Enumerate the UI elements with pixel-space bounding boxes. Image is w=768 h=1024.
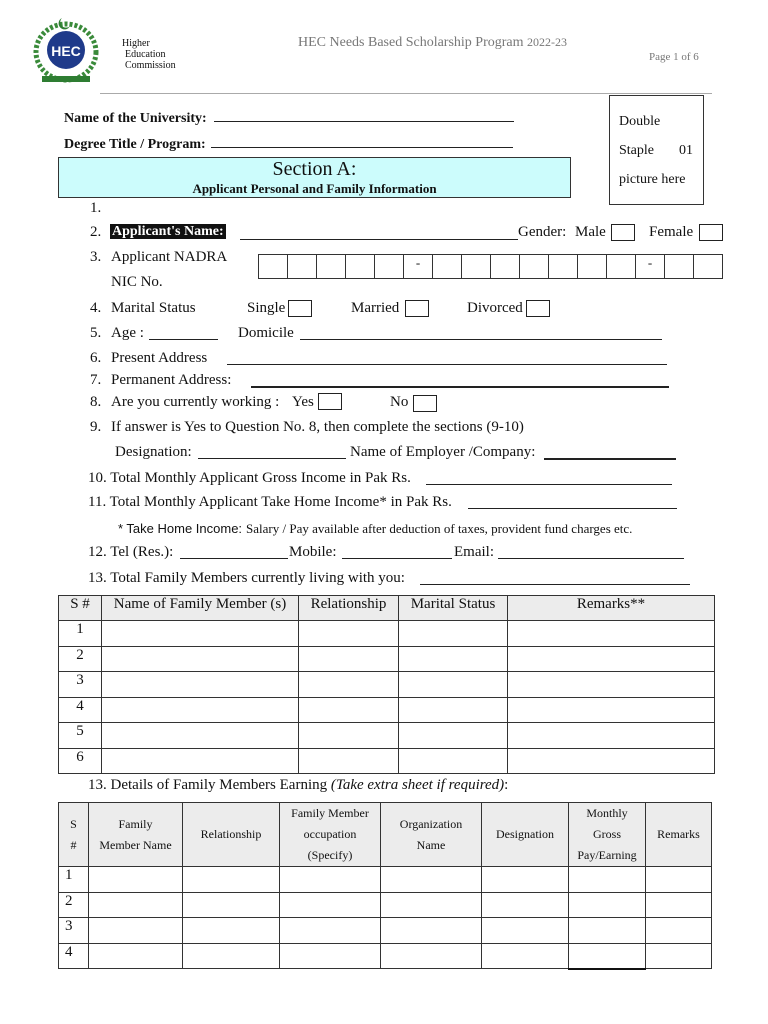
col-relationship: Relationship — [299, 596, 399, 621]
col2-organization: Organization Name — [381, 803, 482, 867]
university-row: Name of the University: — [64, 107, 514, 127]
permanent-address-label: Permanent Address: — [111, 372, 232, 388]
table-row: 2 — [59, 892, 712, 918]
divorced-label: Divorced — [467, 300, 523, 316]
designation-input[interactable] — [198, 444, 346, 459]
applicant-name-input[interactable] — [240, 225, 518, 240]
q13-label: 13. Total Family Members currently living with you: — [88, 570, 405, 586]
nic-label-2: NIC No. — [111, 274, 163, 290]
married-label: Married — [351, 300, 400, 316]
age-label: Age : — [111, 325, 144, 341]
col2-occupation: Family Member occupation (Specify) — [280, 803, 381, 867]
earning-members-heading: 13. Details of Family Members Earning (Take extra sheet if required): — [88, 777, 509, 793]
gross-income-input[interactable] — [426, 470, 672, 485]
employer-label: Name of Employer /Company: — [350, 444, 536, 460]
family-members-table — [58, 595, 715, 774]
domicile-input[interactable] — [300, 325, 662, 340]
university-input[interactable] — [214, 107, 514, 122]
divorced-checkbox[interactable] — [526, 300, 550, 317]
table-row: 4 — [59, 943, 712, 969]
table-row: 2 — [59, 646, 715, 672]
table-row: 5 — [59, 723, 715, 749]
col-marital-status: Marital Status — [399, 596, 508, 621]
applicant-name-label: Applicant's Name: — [112, 224, 224, 239]
q9-label: If answer is Yes to Question No. 8, then complete the sections (9-10) — [111, 419, 524, 435]
table-row: 3 — [59, 672, 715, 698]
male-label: Male — [575, 224, 606, 240]
table-row: 6 — [59, 748, 715, 774]
degree-row: Degree Title / Program: — [64, 133, 513, 153]
yes-checkbox[interactable] — [318, 393, 342, 410]
page-indicator: Page 1 of 6 — [649, 51, 699, 63]
header-divider — [100, 93, 712, 94]
nic-label-1: Applicant NADRA — [111, 249, 228, 265]
table-row: 3 — [59, 918, 712, 944]
take-home-note: * Take Home Income: Salary / Pay available after deduction of taxes, provident fund charges etc. — [118, 521, 633, 536]
present-address-input[interactable] — [227, 350, 667, 365]
picture-box[interactable]: Double Staple 01 picture here — [609, 95, 704, 205]
email-label: Email: — [454, 544, 494, 560]
gender-label: Gender: — [518, 224, 567, 240]
age-input[interactable] — [149, 325, 218, 340]
male-checkbox[interactable] — [611, 224, 635, 241]
q6-number: 6. — [90, 350, 102, 366]
program-title: HEC Needs Based Scholarship Program 2022-23 — [298, 35, 568, 50]
section-subtitle: Applicant Personal and Family Information — [58, 181, 571, 198]
col-remarks: Remarks** — [508, 596, 715, 621]
female-checkbox[interactable] — [699, 224, 723, 241]
marital-status-label: Marital Status — [111, 300, 196, 316]
col2-monthly-pay: Monthly Gross Pay/Earning — [569, 803, 646, 867]
hec-logo — [32, 12, 100, 84]
mobile-label: Mobile: — [289, 544, 337, 560]
no-checkbox[interactable] — [413, 395, 437, 412]
employer-input[interactable] — [544, 444, 676, 460]
single-checkbox[interactable] — [288, 300, 312, 317]
female-label: Female — [649, 224, 694, 240]
q5-number: 5. — [90, 325, 102, 341]
single-label: Single — [247, 300, 286, 316]
working-label: Are you currently working : — [111, 394, 280, 410]
col2-relationship: Relationship — [183, 803, 280, 867]
family-members-count-input[interactable] — [420, 570, 690, 585]
designation-label: Designation: — [115, 444, 192, 460]
married-checkbox[interactable] — [405, 300, 429, 317]
table-row: 1 — [59, 867, 712, 893]
q4-number: 4. — [90, 300, 102, 316]
q11-label: 11. Total Monthly Applicant Take Home Income* in Pak Rs. — [88, 494, 452, 510]
section-title: Section A: — [58, 157, 571, 182]
present-address-label: Present Address — [111, 350, 208, 366]
q9-number: 9. — [90, 419, 102, 435]
col-sno: S # — [59, 596, 102, 621]
no-label: No — [390, 394, 409, 410]
org-name: Higher Education Commission — [122, 38, 176, 71]
col2-sno: S # — [59, 803, 89, 867]
q8-number: 8. — [90, 394, 102, 410]
permanent-address-input[interactable] — [251, 386, 669, 388]
take-home-income-input[interactable] — [468, 494, 677, 509]
q1-number: 1. — [90, 200, 102, 216]
col2-designation: Designation — [482, 803, 569, 867]
yes-label: Yes — [292, 394, 314, 410]
col2-remarks: Remarks — [646, 803, 712, 867]
svg-text:HEC: HEC — [51, 43, 81, 59]
domicile-label: Domicile — [238, 325, 294, 341]
email-input[interactable] — [498, 544, 684, 559]
table-row: 4 — [59, 697, 715, 723]
q3-number: 3. — [90, 249, 102, 265]
degree-input[interactable] — [211, 133, 513, 148]
mobile-input[interactable] — [342, 544, 452, 559]
nic-input[interactable]: - - — [258, 254, 723, 279]
table-row: 1 — [59, 621, 715, 647]
col2-member-name: Family Member Name — [89, 803, 183, 867]
q10-label: 10. Total Monthly Applicant Gross Income in Pak Rs. — [88, 470, 411, 486]
q7-number: 7. — [90, 372, 102, 388]
earning-members-table — [58, 802, 712, 970]
q2-number: 2. — [90, 224, 102, 240]
tel-input[interactable] — [180, 544, 288, 559]
tel-label: 12. Tel (Res.): — [88, 544, 174, 560]
col-member-name: Name of Family Member (s) — [102, 596, 299, 621]
